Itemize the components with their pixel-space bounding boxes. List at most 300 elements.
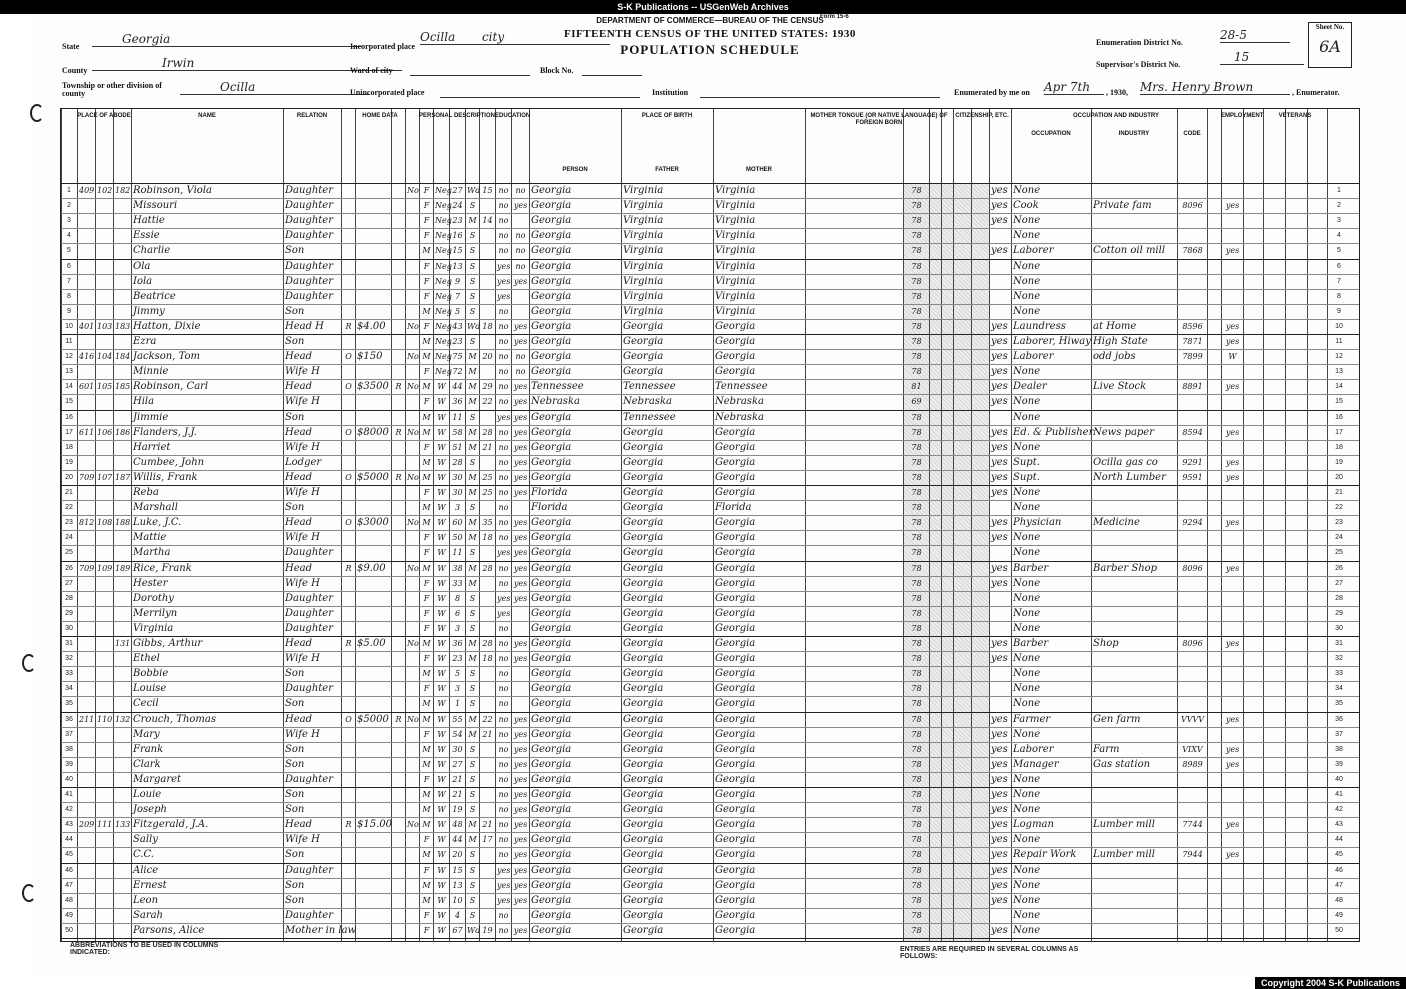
line-number: 32 [1335, 655, 1343, 663]
cell-race: Neg [435, 261, 452, 271]
cell-bm: Virginia [715, 185, 756, 196]
supervisor-value: 15 [1220, 50, 1304, 65]
cell-sex: M [422, 518, 431, 528]
cell-bp: Georgia [531, 653, 572, 665]
cell-name: Robinson, Viola [133, 185, 212, 196]
cell-rel: Wife H [285, 834, 320, 846]
cell-code: 78 [911, 186, 922, 195]
cell-sex: F [423, 865, 430, 875]
cell-bp: Georgia [531, 607, 572, 619]
cell-sch: no [498, 216, 509, 226]
cell-name: Leon [133, 894, 159, 906]
enumerator-label: , Enumerator. [1292, 88, 1340, 97]
column-rule [929, 109, 930, 941]
cell-rel: Wife H [285, 441, 320, 453]
line-number: 19 [1335, 458, 1343, 466]
cell-mar: S [469, 895, 476, 905]
cell-icode: 7868 [1182, 246, 1203, 256]
cell-rel: Son [285, 894, 305, 906]
cell-name: Harriet [133, 441, 171, 453]
cell-farm: No [407, 382, 419, 392]
line-number: 23 [65, 519, 73, 527]
cell-bp: Georgia [531, 562, 572, 574]
cell-work: yes [1225, 201, 1240, 211]
institution-line [700, 96, 940, 98]
cell-rd: no [515, 231, 526, 241]
supervisor-label: Supervisor's District No. [1096, 60, 1181, 69]
cell-code: 78 [911, 427, 922, 437]
cell-name: Hattie [133, 215, 165, 227]
cell-age: 27 [452, 186, 463, 195]
line-number: 7 [1337, 277, 1341, 285]
cell-icode: 7944 [1182, 850, 1203, 860]
cell-name: Minnie [133, 366, 169, 378]
cell-occ: None [1013, 502, 1041, 514]
cell-rd: yes [513, 563, 528, 573]
cell-bp: Georgia [531, 351, 572, 363]
cell-age: 51 [452, 442, 463, 452]
cell-code: 78 [911, 925, 922, 935]
cell-age: 5 [454, 669, 461, 679]
line-number: 7 [67, 277, 71, 285]
state-value: Georgia [92, 32, 362, 47]
cell-bf: Nebraska [623, 396, 672, 408]
cell-bm: Georgia [715, 668, 756, 680]
cell-name: Jimmie [133, 411, 169, 423]
cell-sex: M [422, 412, 431, 422]
cell-bf: Georgia [623, 456, 664, 468]
cell-sex: F [423, 533, 430, 543]
schedule-title: POPULATION SCHEDULE [620, 42, 800, 57]
cell-work: yes [1225, 427, 1240, 437]
cell-bm: Georgia [715, 366, 756, 378]
line-number: 18 [65, 443, 73, 451]
cell-ind: Live Stock [1093, 381, 1147, 393]
cell-bf: Virginia [623, 185, 664, 196]
line-number: 49 [1335, 911, 1343, 919]
cell-eng: yes [991, 743, 1008, 755]
cell-race: W [437, 639, 446, 648]
cell-rel: Daughter [285, 200, 333, 212]
line-number: 33 [65, 670, 73, 678]
cell-code: 78 [911, 865, 922, 875]
cell-rd: yes [513, 548, 528, 558]
cell-work: yes [1225, 563, 1240, 573]
cell-fam: 111 [97, 820, 113, 830]
cell-mar: S [469, 593, 476, 603]
institution-label: Institution [652, 88, 689, 97]
cell-bm: Georgia [715, 607, 756, 619]
cell-occ: None [1013, 879, 1041, 891]
line-number: 46 [65, 866, 73, 874]
column-rule [355, 109, 356, 941]
cell-own: O [345, 352, 352, 362]
cell-race: W [437, 518, 446, 528]
cell-sch: no [498, 669, 509, 679]
cell-sch: no [498, 654, 509, 664]
cell-fam: 108 [97, 518, 113, 528]
cell-name: Charlie [133, 245, 171, 257]
cell-occ: None [1013, 547, 1041, 559]
cell-occ: Logman [1013, 819, 1054, 831]
cell-code: 78 [911, 669, 922, 679]
occupation-subheader: CODE [1183, 131, 1201, 137]
cell-bf: Georgia [623, 441, 664, 453]
cell-fam: 106 [97, 427, 113, 437]
cell-mar: M [468, 427, 477, 437]
cell-occ: None [1013, 909, 1041, 921]
cell-sch: no [498, 442, 509, 452]
cell-amar: 14 [482, 216, 493, 226]
cell-work: yes [1225, 518, 1240, 528]
cell-race: Neg [435, 216, 452, 226]
cell-rd: yes [513, 412, 528, 422]
column-rule [903, 109, 904, 941]
cell-no: 182 [115, 186, 131, 195]
cell-rel: Daughter [285, 592, 333, 604]
cell-rel: Wife H [285, 487, 320, 498]
cell-eng: yes [991, 336, 1008, 347]
cell-sch: no [498, 201, 509, 211]
cell-race: W [437, 790, 446, 799]
cell-no: 185 [115, 382, 131, 392]
cell-eng: yes [991, 638, 1008, 649]
cell-sex: M [422, 790, 431, 799]
cell-sch: yes [497, 548, 511, 558]
cell-bp: Georgia [531, 773, 572, 785]
cell-bf: Georgia [623, 517, 664, 529]
cell-rel: Son [285, 879, 305, 891]
column-rule [1207, 109, 1208, 941]
line-number: 24 [1335, 534, 1343, 542]
cell-bf: Georgia [623, 532, 664, 544]
cell-eng: yes [991, 351, 1008, 363]
cell-code: 78 [911, 548, 922, 558]
cell-sch: yes [497, 412, 511, 422]
cell-name: Luke, J.C. [133, 517, 182, 529]
line-number: 12 [1335, 353, 1343, 361]
cell-age: 54 [452, 729, 463, 739]
cell-bm: Virginia [715, 275, 756, 287]
cell-sch: no [498, 321, 509, 331]
footer-notes [60, 940, 1358, 976]
cell-ind: Medicine [1093, 517, 1140, 529]
cell-fam: 104 [97, 352, 113, 362]
cell-bm: Georgia [715, 426, 756, 438]
cell-bp: Georgia [531, 441, 572, 453]
cell-mar: S [469, 865, 476, 875]
cell-sex: M [422, 714, 431, 724]
cell-bp: Georgia [531, 185, 572, 196]
cell-icode: 8596 [1182, 321, 1203, 331]
cell-age: 21 [452, 790, 463, 799]
township-value: Ocilla [180, 80, 370, 95]
cell-sex: M [422, 850, 431, 860]
cell-fam: 102 [97, 186, 113, 195]
cell-sch: yes [497, 593, 511, 603]
cell-mar: S [469, 790, 476, 799]
cell-name: Robinson, Carl [133, 381, 209, 393]
cell-mar: S [469, 774, 476, 784]
cell-code: 78 [911, 835, 922, 845]
cell-occ: Repair Work [1013, 849, 1077, 861]
line-number: 11 [1335, 338, 1343, 345]
row-rule [61, 938, 1359, 939]
line-number: 3 [1337, 217, 1341, 225]
cell-mar: M [468, 533, 477, 543]
cell-bp: Georgia [531, 200, 572, 212]
cell-eng: yes [991, 532, 1008, 544]
cell-sex: M [422, 472, 431, 482]
cell-bf: Georgia [623, 834, 664, 846]
incorporated-value: Ocilla city [420, 30, 610, 45]
cell-rel: Son [285, 758, 305, 770]
cell-bm: Nebraska [715, 411, 764, 423]
line-number: 6 [67, 262, 71, 270]
cell-dw: 209 [79, 820, 95, 830]
cell-age: 38 [452, 563, 463, 573]
cell-occ: None [1013, 622, 1041, 634]
cell-sch: no [498, 427, 509, 437]
cell-rel: Daughter [285, 275, 333, 287]
cell-bm: Georgia [715, 698, 756, 710]
cell-bf: Georgia [623, 864, 664, 876]
cell-occ: None [1013, 668, 1041, 680]
cell-code: 78 [911, 488, 922, 497]
column-rule [713, 109, 714, 941]
cell-sex: M [422, 563, 431, 573]
cell-bp: Georgia [531, 517, 572, 529]
cell-age: 28 [452, 457, 463, 467]
cell-farm: No [407, 639, 419, 648]
cell-code: 78 [911, 714, 922, 724]
line-number: 43 [65, 821, 73, 829]
cell-rd: yes [513, 820, 528, 830]
cell-amar: 28 [482, 639, 493, 648]
cell-rel: Daughter [285, 215, 333, 227]
cell-work: yes [1225, 321, 1240, 331]
cell-age: 44 [452, 382, 463, 392]
cell-race: W [437, 533, 446, 543]
cell-age: 60 [452, 518, 463, 528]
cell-bf: Georgia [623, 351, 664, 363]
cell-bp: Georgia [531, 879, 572, 891]
cell-dw: 709 [79, 472, 95, 482]
cell-sex: F [423, 593, 430, 603]
cell-sch: yes [497, 880, 511, 890]
cell-own: R [345, 563, 352, 573]
column-rule [465, 109, 466, 941]
column-rule [511, 109, 512, 941]
cell-sex: M [422, 382, 431, 392]
cell-occ: Supt. [1013, 471, 1040, 483]
cell-farm: No [407, 472, 419, 482]
cell-race: Neg [435, 337, 452, 346]
birthplace-subheader: PERSON [562, 167, 588, 173]
cell-sch: no [498, 623, 509, 633]
cell-name: Essie [133, 230, 160, 242]
column-rule [1177, 109, 1178, 941]
cell-bm: Georgia [715, 713, 756, 725]
cell-mar: M [468, 820, 477, 830]
cell-farm: No [407, 186, 419, 195]
column-rule [971, 109, 972, 941]
column-rule [1091, 109, 1092, 941]
cell-dw: 709 [79, 563, 95, 573]
cell-bf: Georgia [623, 743, 664, 755]
cell-sch: no [498, 306, 509, 316]
cell-occ: Manager [1013, 758, 1059, 770]
cell-sex: M [422, 503, 431, 513]
cell-mar: S [469, 276, 476, 286]
column-rule [391, 109, 392, 941]
column-rule [941, 109, 942, 941]
cell-code: 78 [911, 246, 922, 256]
cell-farm: No [407, 820, 419, 830]
cell-bm: Virginia [715, 305, 756, 317]
cell-eng: yes [991, 200, 1008, 212]
cell-bf: Georgia [623, 607, 664, 619]
cell-amar: 20 [482, 352, 493, 362]
cell-bm: Virginia [715, 260, 756, 272]
cell-race: Neg [435, 276, 452, 286]
cell-age: 30 [452, 472, 463, 482]
column-group-header: PLACE OF BIRTH [641, 113, 693, 119]
cell-occ: Dealer [1013, 381, 1047, 393]
cell-name: Rice, Frank [133, 562, 192, 574]
cell-bp: Georgia [531, 230, 572, 242]
cell-rd: yes [513, 533, 528, 543]
cell-rd: yes [513, 865, 528, 875]
cell-name: Joseph [133, 804, 167, 816]
cell-bf: Georgia [623, 909, 664, 921]
cell-eng: yes [991, 320, 1008, 332]
column-rule [529, 109, 530, 941]
cell-mar: M [468, 729, 477, 739]
cell-rel: Head [285, 381, 313, 393]
cell-age: 36 [452, 639, 463, 648]
cell-race: W [437, 850, 446, 860]
cell-work: yes [1225, 759, 1240, 769]
abbreviations-title: ABBREVIATIONS TO BE USED IN COLUMNS INDICATED: [70, 942, 219, 956]
cell-amar: 15 [482, 186, 493, 195]
cell-rd: yes [513, 729, 528, 739]
cell-bm: Georgia [715, 441, 756, 453]
cell-code: 78 [911, 503, 922, 513]
cell-occ: None [1013, 804, 1041, 816]
cell-occ: None [1013, 305, 1041, 317]
cell-mar: M [468, 518, 477, 528]
cell-rel: Head [285, 517, 313, 529]
cell-rel: Head H [285, 320, 324, 332]
cell-race: Neg [435, 201, 452, 211]
cell-amar: 18 [482, 533, 493, 543]
cell-mar: S [469, 910, 476, 920]
cell-radio: R [395, 382, 402, 392]
cell-farm: No [407, 714, 419, 724]
cell-amar: 35 [482, 518, 493, 528]
cell-eng: yes [991, 879, 1008, 891]
cell-bm: Georgia [715, 879, 756, 891]
cell-dw: 416 [79, 352, 95, 362]
cell-sex: F [423, 231, 430, 241]
cell-eng: yes [991, 517, 1008, 529]
line-number: 27 [65, 579, 73, 587]
line-number: 22 [1335, 504, 1343, 512]
cell-mar: S [469, 623, 476, 633]
cell-ind: Farm [1093, 743, 1120, 755]
cell-name: Missouri [133, 200, 178, 212]
cell-age: 23 [452, 216, 463, 226]
cell-bm: Georgia [715, 320, 756, 332]
cell-code: 78 [911, 291, 922, 301]
line-number: 24 [65, 534, 73, 542]
cell-own: O [345, 427, 352, 437]
cell-bp: Georgia [531, 532, 572, 544]
line-number: 48 [65, 896, 73, 904]
cell-dw: 812 [79, 518, 95, 528]
cell-rd: no [515, 186, 526, 195]
cell-rd: yes [513, 895, 528, 905]
column-group-header: HOME DATA [362, 113, 398, 119]
cell-name: Margaret [133, 773, 182, 785]
cell-occ: None [1013, 924, 1041, 936]
cell-rd: yes [513, 457, 528, 467]
cell-sch: no [498, 186, 509, 195]
cell-bf: Georgia [623, 849, 664, 861]
cell-age: 23 [452, 337, 463, 346]
cell-bm: Georgia [715, 517, 756, 529]
cell-rd: yes [513, 714, 528, 724]
cell-sch: no [498, 729, 509, 739]
cell-own: O [345, 518, 352, 528]
cell-mar: S [469, 744, 476, 754]
cell-occ: None [1013, 607, 1041, 619]
cell-mar: M [468, 397, 477, 407]
cell-icode: 9294 [1182, 518, 1203, 528]
cell-eng: yes [991, 804, 1008, 816]
line-number: 31 [65, 640, 73, 647]
cell-bf: Georgia [623, 562, 664, 574]
cell-name: Ernest [133, 879, 167, 891]
cell-bm: Georgia [715, 577, 756, 589]
cell-bf: Virginia [623, 230, 664, 242]
line-number: 36 [1335, 715, 1343, 723]
cell-work: yes [1225, 246, 1240, 256]
cell-age: 24 [452, 201, 463, 211]
cell-eng: yes [991, 562, 1008, 574]
cell-rel: Daughter [285, 607, 333, 619]
line-number: 45 [1335, 851, 1343, 859]
cell-rd: yes [513, 427, 528, 437]
cell-work: yes [1225, 744, 1240, 754]
cell-age: 48 [452, 820, 463, 830]
cell-sex: F [423, 216, 430, 226]
cell-bf: Georgia [623, 471, 664, 483]
cell-code: 78 [911, 895, 922, 905]
cell-name: Fitzgerald, J.A. [133, 819, 209, 831]
cell-icode: 8096 [1182, 563, 1203, 573]
cell-sex: M [422, 352, 431, 362]
cell-name: Louise [133, 683, 167, 695]
line-number: 15 [1335, 398, 1343, 406]
cell-bp: Florida [531, 487, 568, 498]
cell-sex: M [422, 246, 431, 256]
cell-sch: no [498, 578, 509, 588]
cell-sex: M [422, 306, 431, 316]
cell-mar: S [469, 412, 476, 422]
cell-rel: Son [285, 789, 305, 800]
